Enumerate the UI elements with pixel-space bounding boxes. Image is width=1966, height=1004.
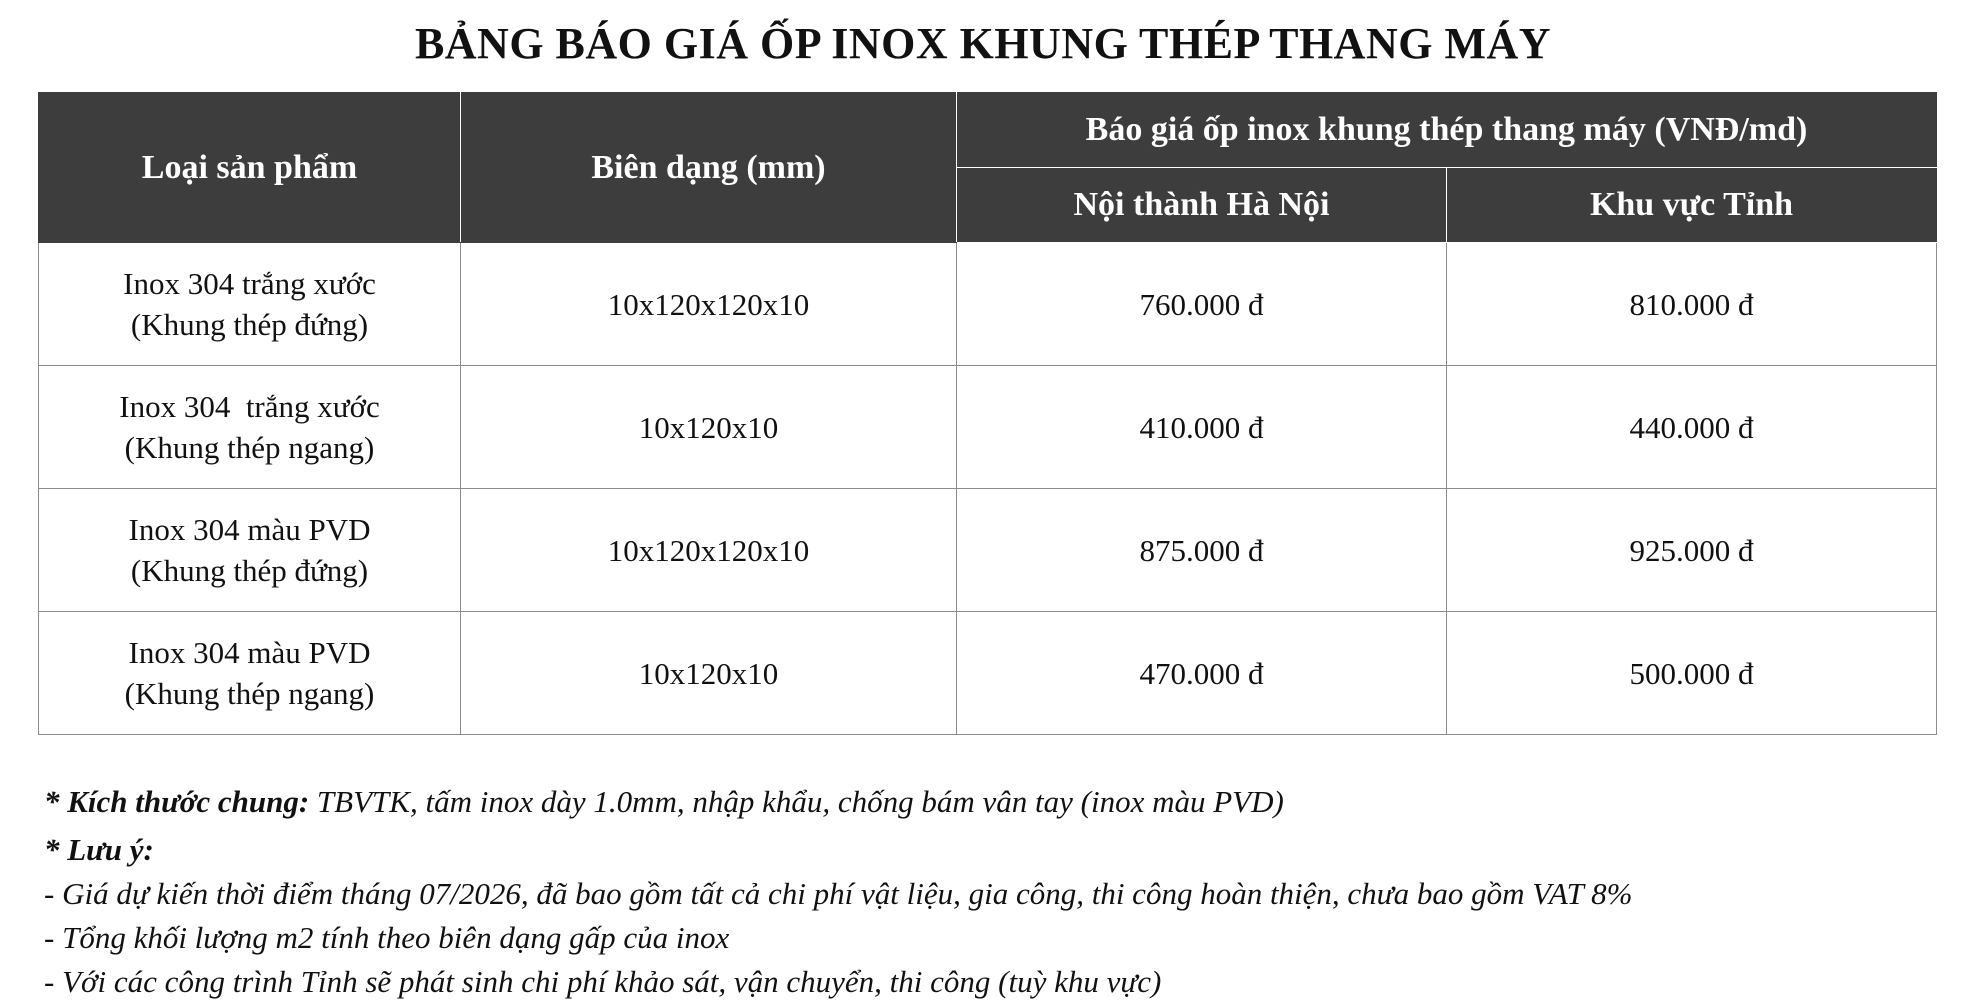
profile-cell: 10x120x10 <box>461 612 957 735</box>
product-name: Inox 304 trắng xước <box>119 389 380 424</box>
product-cell <box>39 366 461 489</box>
hanoi-price-cell: 875.000 đ <box>957 489 1447 612</box>
province-price-cell: 500.000 đ <box>1447 612 1937 735</box>
notes-section <box>44 780 1924 1004</box>
product-name: Inox 304 trắng xước <box>123 266 376 301</box>
table-header <box>39 93 1937 243</box>
frame-type: (Khung thép ngang) <box>124 676 375 711</box>
header-price-group: Báo giá ốp inox khung thép thang máy (VNĐ/md) <box>957 93 1937 168</box>
product-name: Inox 304 màu PVD <box>128 512 371 547</box>
note-heading <box>44 828 1924 872</box>
province-price-cell: 810.000 đ <box>1447 243 1937 366</box>
frame-type: (Khung thép ngang) <box>124 430 375 465</box>
table-row <box>39 489 1937 612</box>
price-table <box>38 92 1937 735</box>
header-province-price: Khu vực Tỉnh <box>1447 168 1937 243</box>
table-row <box>39 612 1937 735</box>
profile-cell: 10x120x10 <box>461 366 957 489</box>
note-item-province-cost: - Với các công trình Tỉnh sẽ phát sinh chi phí khảo sát, vận chuyển, thi công (tuỳ khu vực) <box>44 964 1162 999</box>
table-row <box>39 243 1937 366</box>
product-name: Inox 304 màu PVD <box>128 635 371 670</box>
province-price-cell: 925.000 đ <box>1447 489 1937 612</box>
general-size-text: TBVTK, tấm inox dày 1.0mm, nhập khẩu, chống bám vân tay (inox màu PVD) <box>309 784 1284 819</box>
frame-type: (Khung thép đứng) <box>130 553 369 588</box>
hanoi-price-cell: 470.000 đ <box>957 612 1447 735</box>
hanoi-price-cell: 410.000 đ <box>957 366 1447 489</box>
note-item-price-date: - Giá dự kiến thời điểm tháng 07/2026, đã bao gồm tất cả chi phí vật liệu, gia công, thi công hoàn thiện, chưa bao gồm VAT 8% <box>44 876 1633 911</box>
table-body <box>39 243 1937 735</box>
province-price-cell: 440.000 đ <box>1447 366 1937 489</box>
note-item-area: - Tổng khối lượng m2 tính theo biên dạng gấp của inox <box>44 920 730 955</box>
general-size-note <box>44 780 1924 824</box>
header-product-type: Loại sản phẩm <box>39 93 461 243</box>
table-row <box>39 366 1937 489</box>
general-size-label: * Kích thước chung: <box>44 784 310 819</box>
frame-type: (Khung thép đứng) <box>130 307 369 342</box>
profile-cell: 10x120x120x10 <box>461 489 957 612</box>
product-cell <box>39 612 461 735</box>
page-title: BẢNG BÁO GIÁ ỐP INOX KHUNG THÉP THANG MÁY <box>414 19 1552 68</box>
product-cell <box>39 489 461 612</box>
hanoi-price-cell: 760.000 đ <box>957 243 1447 366</box>
note-label: * Lưu ý: <box>44 832 154 867</box>
header-hanoi-price: Nội thành Hà Nội <box>957 168 1447 243</box>
profile-cell: 10x120x120x10 <box>461 243 957 366</box>
product-cell <box>39 243 461 366</box>
header-profile: Biên dạng (mm) <box>461 93 957 243</box>
